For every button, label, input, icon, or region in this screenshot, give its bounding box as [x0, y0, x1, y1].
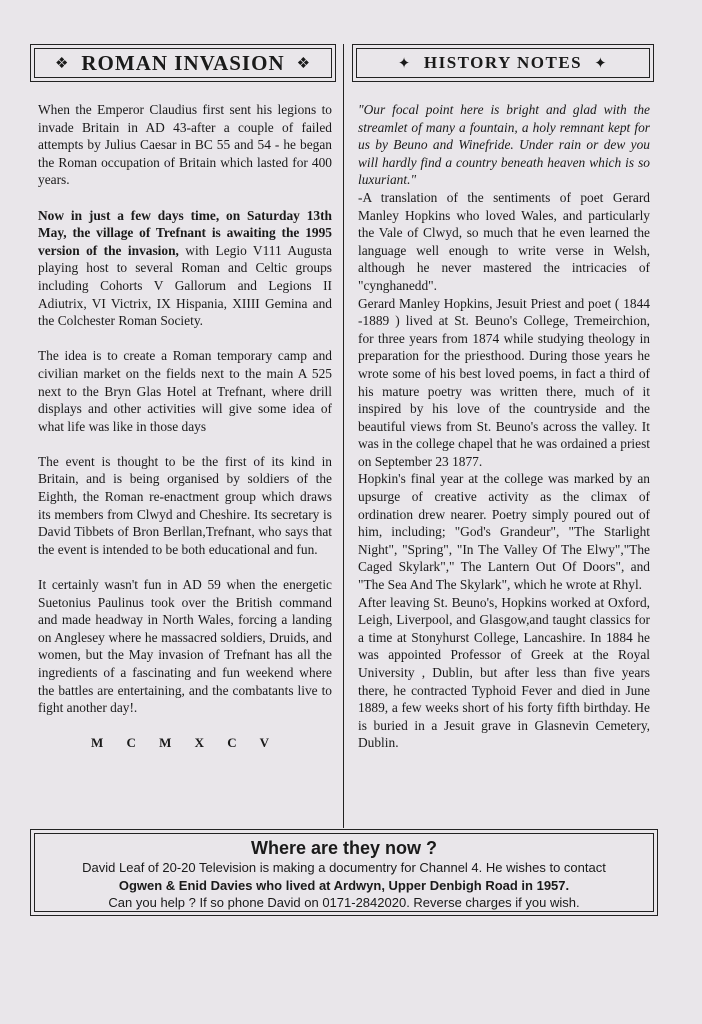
history-notes-article [358, 101, 650, 752]
fleur-ornament-icon: ✦ [397, 55, 412, 72]
roman-year: M C M X C V [90, 735, 280, 751]
notice-contact-names: Ogwen & Enid Davies who lived at Ardwyn, Upper Denbigh Road in 1957. [118, 877, 570, 893]
article-paragraph: Gerard Manley Hopkins, Jesuit Priest and poet ( 1844 -1889 ) lived at St. Beuno's College, Tremeirchion, for three years from 1874 while studying theology in preparation for the priesthood. During those years he wrote some of his best loved poems, in fact a third of his mature poetry was written there, much of it inspired by his love of the countryside and the beautiful views from St. Beuno's across the valley. It was in the college chapel that he was ordained a priest on September 23 1877. [358, 295, 650, 469]
diamond-ornament-icon: ❖ [296, 55, 312, 72]
diamond-ornament-icon: ❖ [54, 55, 70, 72]
history-notes-title: HISTORY NOTES [423, 53, 583, 72]
fleur-ornament-icon: ✦ [594, 55, 609, 72]
history-notes-header [352, 44, 654, 82]
article-paragraph: Hopkin's final year at the college was marked by an upsurge of creative activity as the climax of ordination drew nearer. Poetry simply poured out of him, including; "God's Grandeur", "The Starlight Night", "Spring", "In The Valley Of The Elwy","The Caged Skylark"," The Lantern Out Of Doors", and "The Sea And The Skylark", which he wrote at Rhyl. [358, 471, 650, 593]
notice-title: Where are they now ? [250, 838, 438, 858]
where-are-they-now-box [30, 829, 658, 916]
article-paragraph: After leaving St. Beuno's, Hopkins worked at Oxford, Leigh, Liverpool, and Glasgow,and taught classics for a time at Stonyhurst College, Lancashire. In 1884 he was appointed Professor of Greek at the Royal University , Dublin, but after less than five years there, he contracted Typhoid Fever and died in June 1889, a few weeks short of his forty fifth birthday. He is buried in a Jesuit grave in Glasnevin Cemetery, Dublin. [358, 594, 650, 751]
notice-line: Can you help ? If so phone David on 0171-2842020. Reverse charges if you wish. [108, 895, 580, 910]
announcement-text: with Legio V111 Augusta playing host to several Roman and Celtic groups including Cohorts V Gallorum and Legions II Adiutrix, VI Victrix, IX Hispania, XIIII Gemina and the Colchester Roman Society. [38, 242, 333, 329]
article-paragraph: The idea is to create a Roman temporary camp and civilian market on the fields next to the main A 525 next to the Bryn Glas Hotel at Trefnant, where drill displays and other activities will give some idea of what life was like in those days [38, 348, 332, 434]
article-paragraph: -A translation of the sentiments of poet Gerard Manley Hopkins who loved Wales, and particularly the Vale of Clwyd, so much that he even learned the language well enough to write verse in Welsh, although he never mastered the intricacies of "cynghanedd". [358, 189, 650, 293]
announcement-bold-text: Now in just a few days time, on Saturday 13th May, the village of Trefnant is awaiting the 1995 version of the invasion, [38, 207, 332, 258]
roman-invasion-title: ROMAN INVASION [81, 50, 285, 75]
notice-line: David Leaf of 20-20 Television is making a documentry for Channel 4. He wishes to contact [82, 860, 606, 875]
article-paragraph: It certainly wasn't fun in AD 59 when the energetic Suetonius Paulinus took over the British command and made headway in North Wales, forcing a landing on Anglesey where he massacred soldiers, Druids, and women, but the May invasion of Trefnant has all the ingredients of a fascinating and fun weekend where the battles are entertaining, and the combatants live to fight another day!. [38, 577, 332, 716]
hopkins-quote: "Our focal point here is bright and glad with the streamlet of many a fountain, a holy remnant kept for us by Beuno and Winefride. Under rain or dew you will hardly find a country beneath heaven which is so luxuriant." [358, 102, 650, 188]
roman-invasion-article [38, 101, 332, 752]
article-paragraph: When the Emperor Claudius first sent his legions to invade Britain in AD 43-after a couple of failed attempts by Julius Caesar in BC 55 and 54 - he began the Roman occupation of Britain which lasted for 400 years. [38, 102, 332, 188]
roman-invasion-header [30, 44, 336, 82]
column-divider [343, 44, 344, 828]
announcement-paragraph [38, 207, 332, 330]
article-paragraph: The event is thought to be the first of its kind in Britain, and is being organised by soldiers of the Eighth, the Roman re-enactment group which draws its members from Clwyd and Cheshire. Its secretary is David Tibbets of Bron Berllan,Trefnant, who says that the event is intended to be both educational and fun. [38, 453, 332, 557]
